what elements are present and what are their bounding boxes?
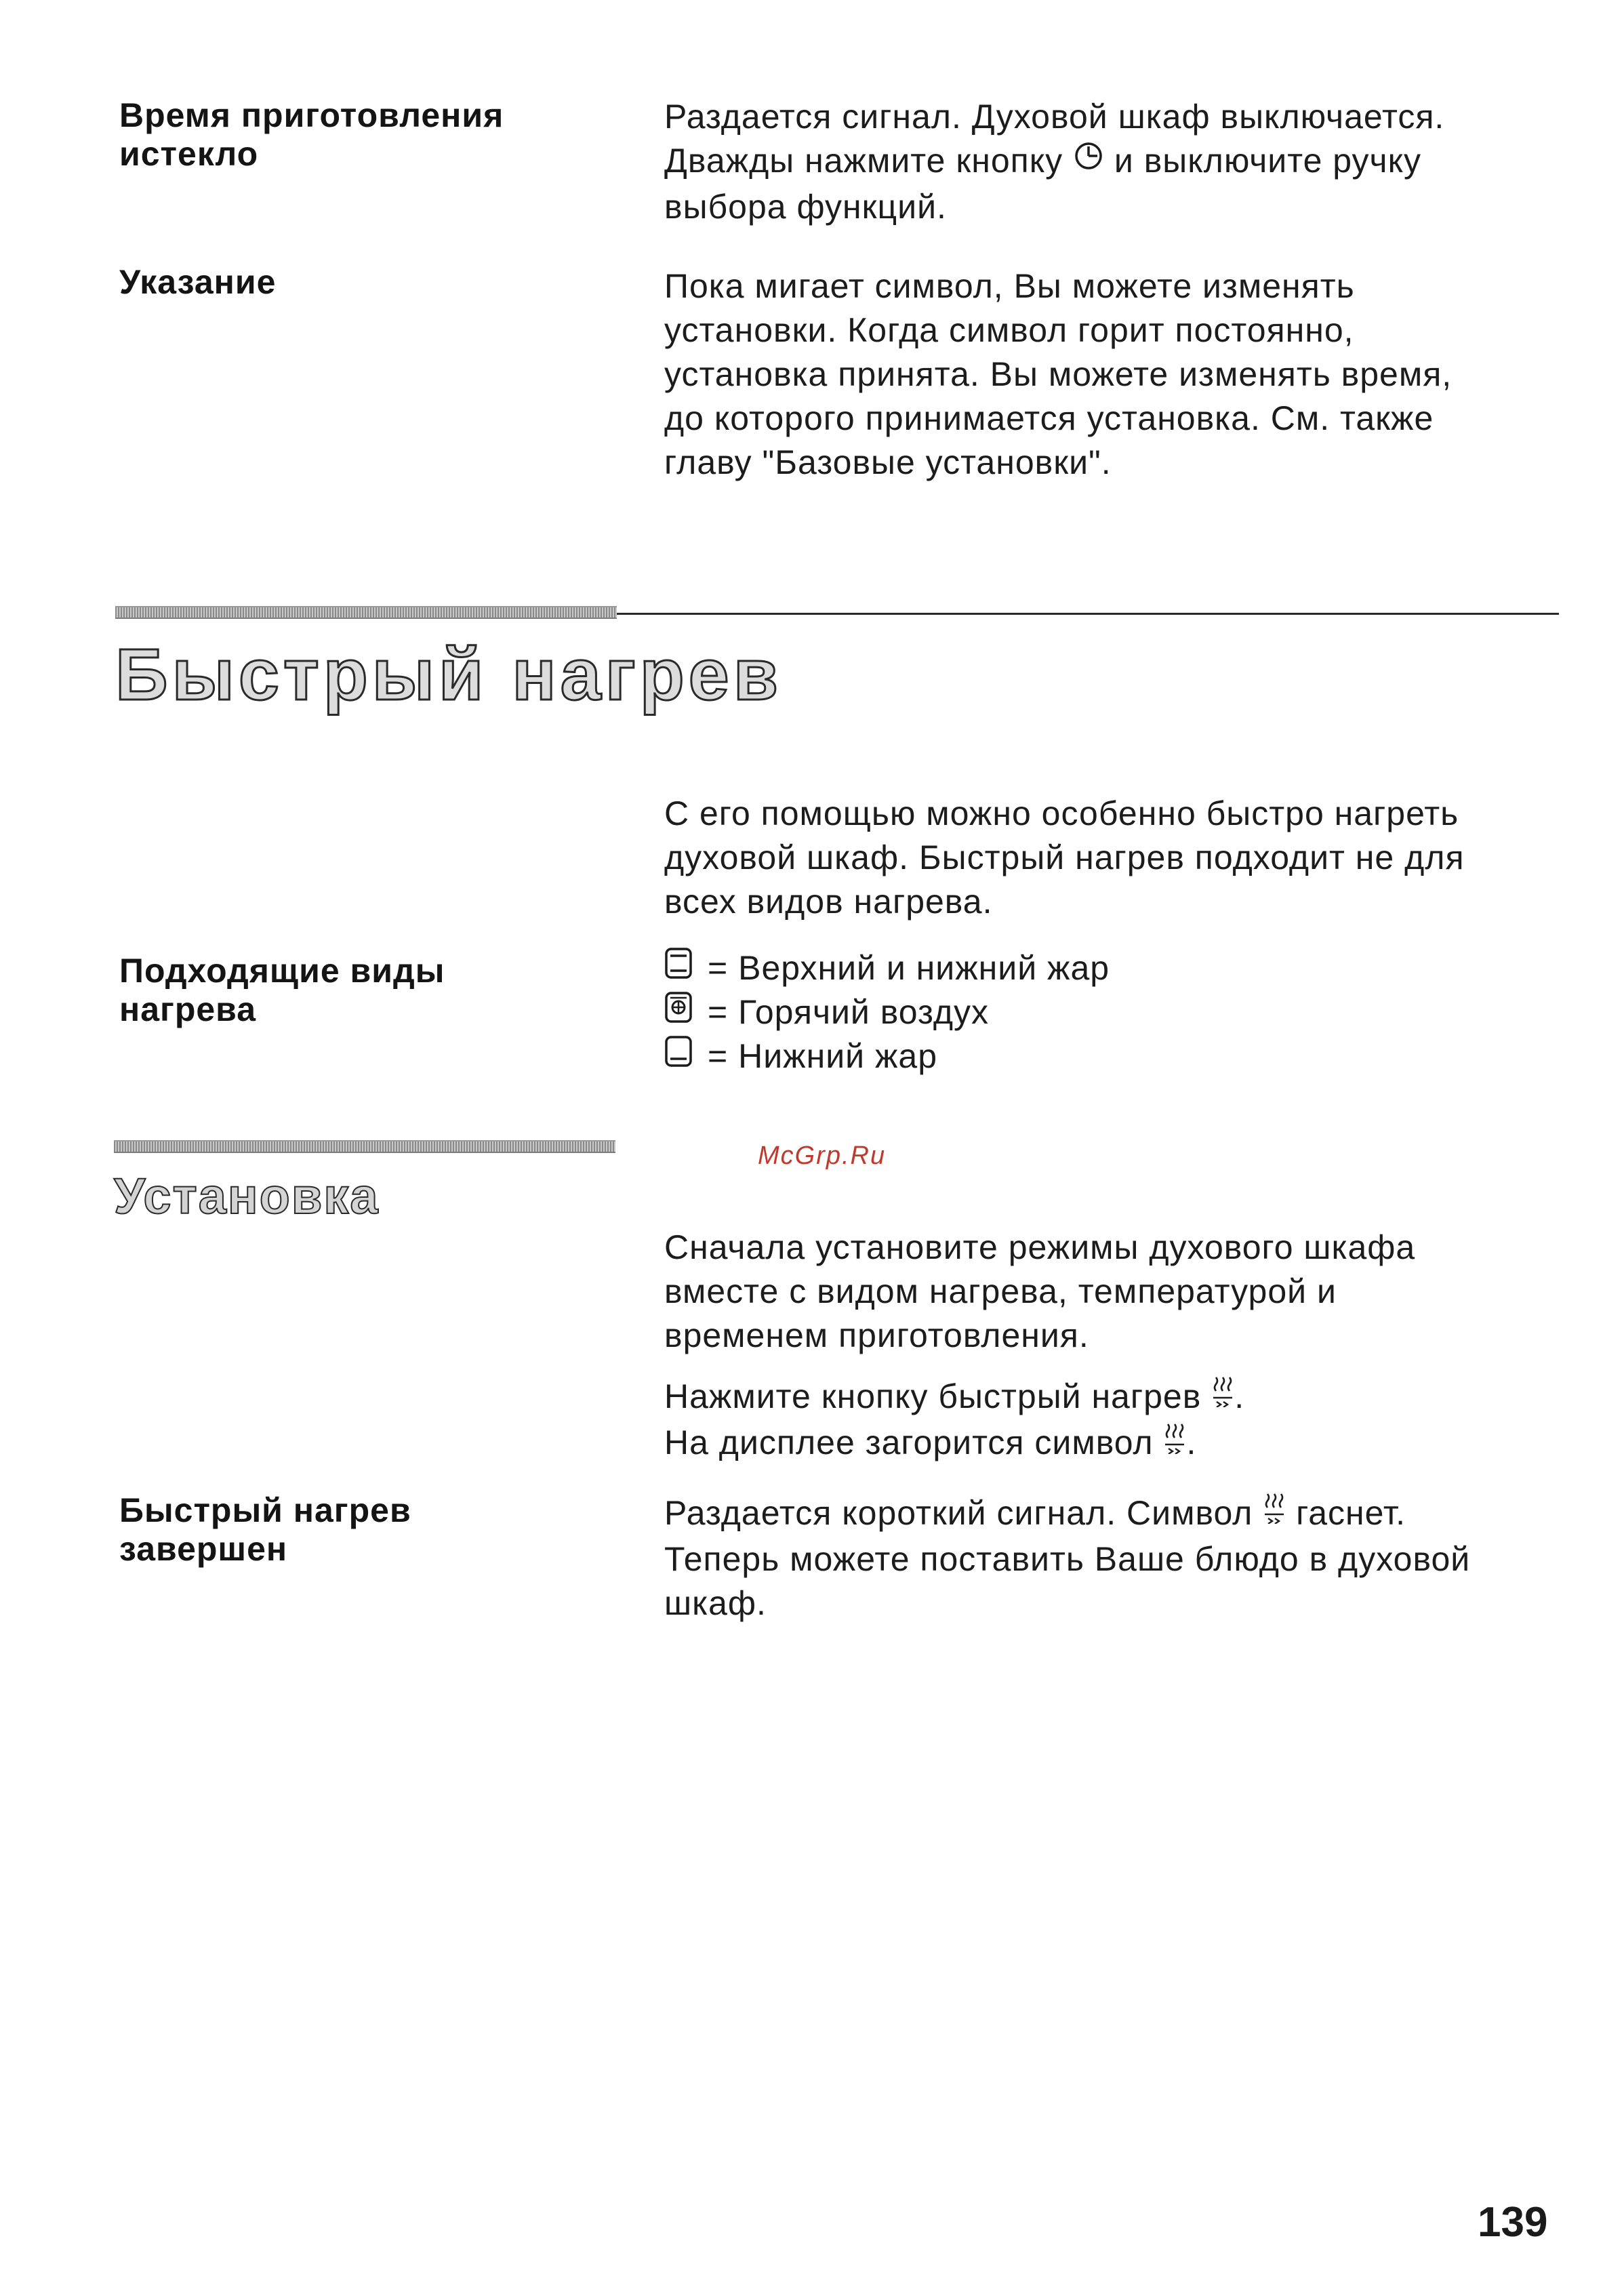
text-line: выбора функций. [664,188,947,226]
section-title-setup: Установка [114,1168,380,1224]
label-line: Быстрый нагрев [119,1491,411,1529]
text-line: духовой шкаф. Быстрый нагрев подходит не для [664,839,1465,876]
text-line: Теперь можете поставить Ваше блюдо в духовой [664,1540,1471,1579]
heating-mode-text: = Нижний жар [708,1037,938,1075]
heating-modes-list [664,946,1110,1078]
hot-air-icon [664,990,708,1034]
section-label-heating-modes [119,952,445,1029]
text-line: С его помощью можно особенно быстро нагреть [664,794,1459,832]
text-line [664,1491,1545,1537]
text-fragment: гаснет. [1286,1494,1406,1532]
label-line: Время приготовления [119,96,504,134]
text-fragment: . [1234,1377,1245,1415]
section-rule-grey [115,606,617,619]
section-label-note [119,263,276,302]
text-line: Раздается сигнал. Духовой шкаф выключается. [664,98,1445,136]
page-number: 139 [1478,2199,1548,2246]
text-fragment: На дисплее загорится символ [664,1423,1164,1462]
section-title-quick-heat: Быстрый нагрев [115,633,783,715]
label-line: Подходящие виды [119,952,445,990]
text-line [664,139,1545,185]
bottom-heat-icon [664,1034,708,1078]
text-line [664,1375,1545,1421]
list-item [664,990,1110,1034]
cooking-time-expired-text [664,95,1545,229]
label-line: истекло [119,135,259,173]
watermark: McGrp.Ru [758,1142,887,1170]
subsection-rule-grey [114,1140,615,1153]
label-line: Указание [119,263,277,301]
label-line: нагрева [119,990,257,1028]
text-fragment: . [1186,1423,1197,1462]
text-line: всех видов нагрева. [664,883,993,921]
quick-heat-done-text [664,1491,1545,1625]
text-line: главу "Базовые установки". [664,443,1112,481]
text-line: Пока мигает символ, Вы можете изменять [664,267,1355,305]
list-item [664,946,1110,990]
text-fragment: и выключите ручку [1104,142,1422,180]
text-line: Сначала установите режимы духового шкафа [664,1228,1416,1266]
timer-clock-icon [1073,138,1104,182]
section-label-quick-heat-done [119,1491,411,1569]
note-text [664,264,1545,485]
section-label-cooking-time-expired [119,96,504,174]
quick-heat-intro [664,792,1545,924]
list-item [664,1034,1110,1078]
quick-heat-icon [1163,1421,1186,1465]
heating-mode-text: = Верхний и нижний жар [708,949,1110,987]
text-line: установка принята. Вы можете изменять время, [664,355,1453,393]
text-line: установки. Когда символ горит постоянно, [664,311,1354,349]
text-line: шкаф. [664,1584,767,1623]
text-line [664,1421,1545,1467]
section-rule-thin [617,613,1559,615]
text-line: до которого принимается установка. См. также [664,399,1434,437]
text-line: временем приготовления. [664,1316,1089,1354]
text-fragment: Нажмите кнопку быстрый нагрев [664,1377,1212,1415]
heating-mode-text: = Горячий воздух [708,993,989,1031]
quick-heat-icon [1211,1374,1234,1418]
setup-intro [664,1226,1545,1358]
quick-heat-icon [1263,1491,1286,1535]
label-line: завершен [119,1530,288,1568]
setup-instructions [664,1375,1545,1468]
text-fragment: Дважды нажмите кнопку [664,142,1074,180]
text-fragment: Раздается короткий сигнал. Символ [664,1494,1263,1532]
text-line: вместе с видом нагрева, температурой и [664,1272,1337,1310]
top-bottom-heat-icon [664,946,708,990]
